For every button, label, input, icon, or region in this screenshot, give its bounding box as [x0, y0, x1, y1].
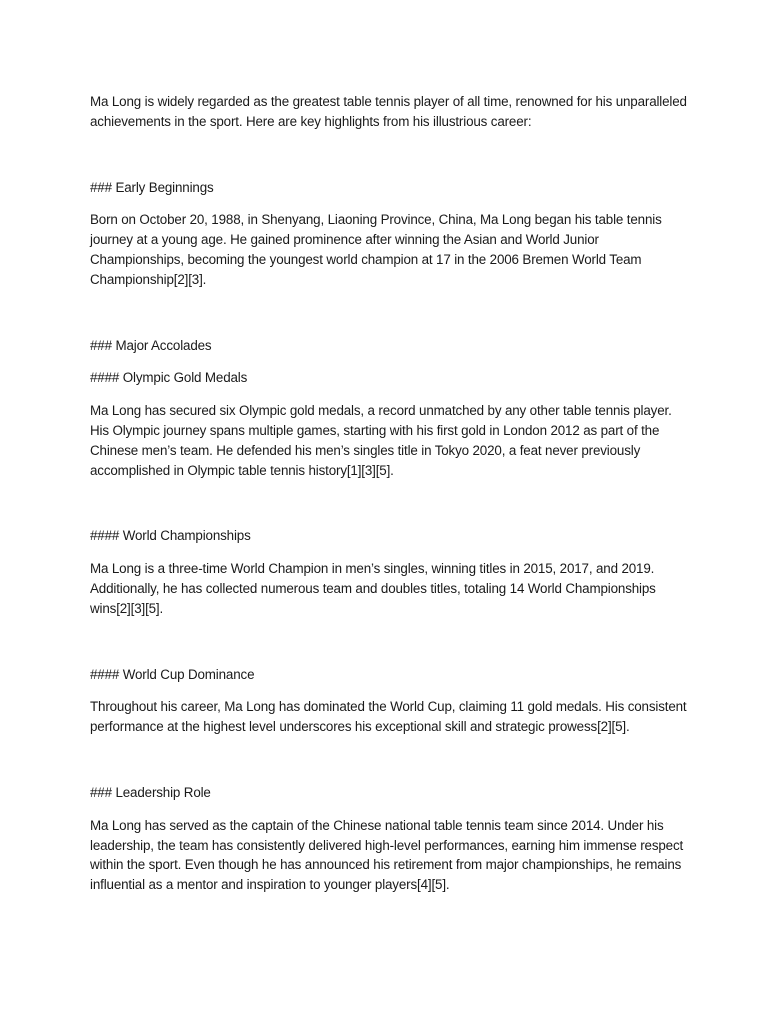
heading-world-cup-dominance: #### World Cup Dominance — [90, 666, 255, 682]
paragraph-olympic-gold-medals: Ma Long has secured six Olympic gold medals, a record unmatched by any other table tennis player. His Olympic journey spans multiple games, starting with his first gold in London 2012 as part of the Chinese men’s team. He defended his men’s singles title in Tokyo 2020, a feat never previously accomplished in Olympic table tennis history[1][3][5]. — [90, 403, 672, 478]
heading-major-accolades: ### Major Accolades — [90, 337, 212, 353]
paragraph-world-championships: Ma Long is a three-time World Champion in men’s singles, winning titles in 2015, 2017, and 2019. Additionally, he has collected numerous team and doubles titles, totaling 14 World Championships wins[2][3][5]. — [90, 561, 656, 616]
heading-world-championships: #### World Championships — [90, 528, 251, 544]
heading-leadership-role: ### Leadership Role — [90, 784, 211, 800]
heading-olympic-gold-medals: #### Olympic Gold Medals — [90, 370, 248, 386]
intro-paragraph: Ma Long is widely regarded as the greatest table tennis player of all time, renowned for his unparalleled achievements in the sport. Here are key highlights from his illustrious career: — [90, 94, 687, 129]
paragraph-world-cup-dominance: Throughout his career, Ma Long has dominated the World Cup, claiming 11 gold medals. His consistent performance at the highest level underscores his exceptional skill and strategic prowess[2][5]. — [90, 699, 687, 735]
paragraph-leadership-role: Ma Long has served as the captain of the Chinese national table tennis team since 2014. Under his leadership, the team has consistently delivered high-level performances, earning him immense respect within the sport. Even though he has announced his retirement from major championships, he remains influential as a mentor and inspiration to younger players[4][5]. — [90, 817, 684, 893]
heading-early-beginnings: ### Early Beginnings — [90, 179, 214, 195]
document-page — [90, 92, 690, 895]
paragraph-early-beginnings: Born on October 20, 1988, in Shenyang, Liaoning Province, China, Ma Long began his table tennis journey at a young age. He gained prominence after winning the Asian and World Junior Championships, becoming the youngest world champion at 17 in the 2006 Bremen World Team Championship[2][3]. — [90, 212, 662, 287]
